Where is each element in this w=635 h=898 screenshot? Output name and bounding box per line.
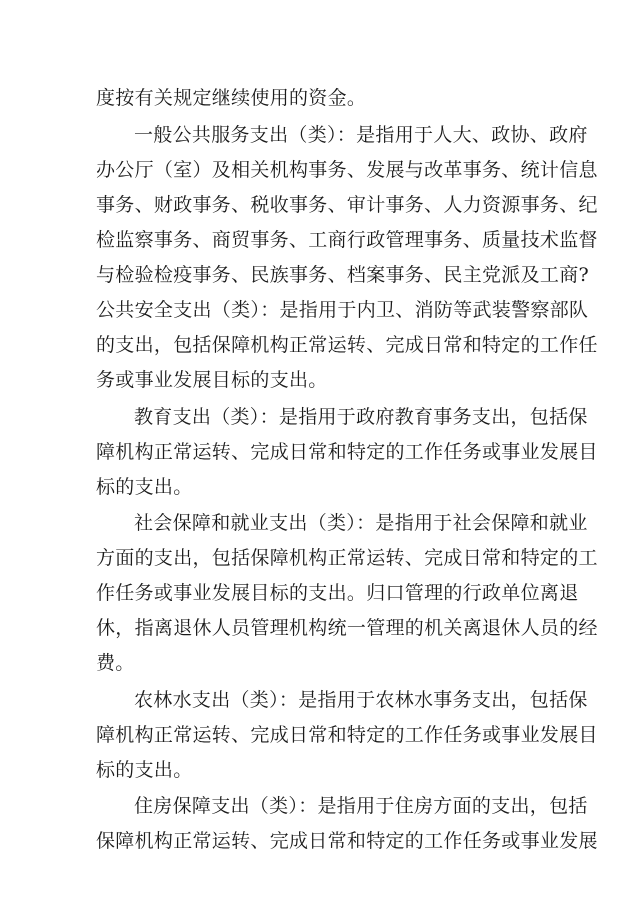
text-line: 教育支出（类）：是指用于政府教育事务支出，包括保 <box>134 406 588 428</box>
text-line: 障机构正常运转、完成日常和特定的工作任务或事业发展目 <box>96 441 598 463</box>
text-line: 休，指离退休人员管理机构统一管理的机关离退休人员的经 <box>96 617 598 639</box>
text-line: 农林水支出（类）：是指用于农林水事务支出，包括保 <box>134 689 588 711</box>
text-line: 事务、财政事务、税收事务、审计事务、人力资源事务、纪 <box>96 194 598 216</box>
text-line: 标的支出。 <box>96 759 193 781</box>
text-line: 与检验检疫事务、民族事务、档案事务、民主党派及工商? <box>96 264 589 286</box>
text-line: 检监察事务、商贸事务、工商行政管理事务、质量技术监督 <box>96 229 598 251</box>
text-line: 社会保障和就业支出（类）：是指用于社会保障和就业 <box>134 512 588 534</box>
text-line: 公共安全支出（类）：是指用于内卫、消防等武装警察部队 <box>96 299 589 321</box>
text-line: 务或事业发展目标的支出。 <box>96 369 328 391</box>
text-line: 住房保障支出（类）：是指用于住房方面的支出，包括 <box>134 795 588 817</box>
text-line: 办公厅（室）及相关机构事务、发展与改革事务、统计信息 <box>96 159 598 181</box>
text-line: 作任务或事业发展目标的支出。归口管理的行政单位离退 <box>96 582 579 604</box>
text-line: 一般公共服务支出（类）：是指用于人大、政协、政府 <box>134 124 588 146</box>
text-line: 标的支出。 <box>96 476 193 498</box>
text-line: 费。 <box>96 652 135 674</box>
text-line: 的支出，包括保障机构正常运转、完成日常和特定的工作任 <box>96 334 598 356</box>
text-line: 方面的支出，包括保障机构正常运转、完成日常和特定的工 <box>96 547 598 569</box>
text-line: 保障机构正常运转、完成日常和特定的工作任务或事业发展 <box>96 830 598 852</box>
text-line: 障机构正常运转、完成日常和特定的工作任务或事业发展目 <box>96 724 598 746</box>
text-line: 度按有关规定继续使用的资金。 <box>96 87 367 109</box>
